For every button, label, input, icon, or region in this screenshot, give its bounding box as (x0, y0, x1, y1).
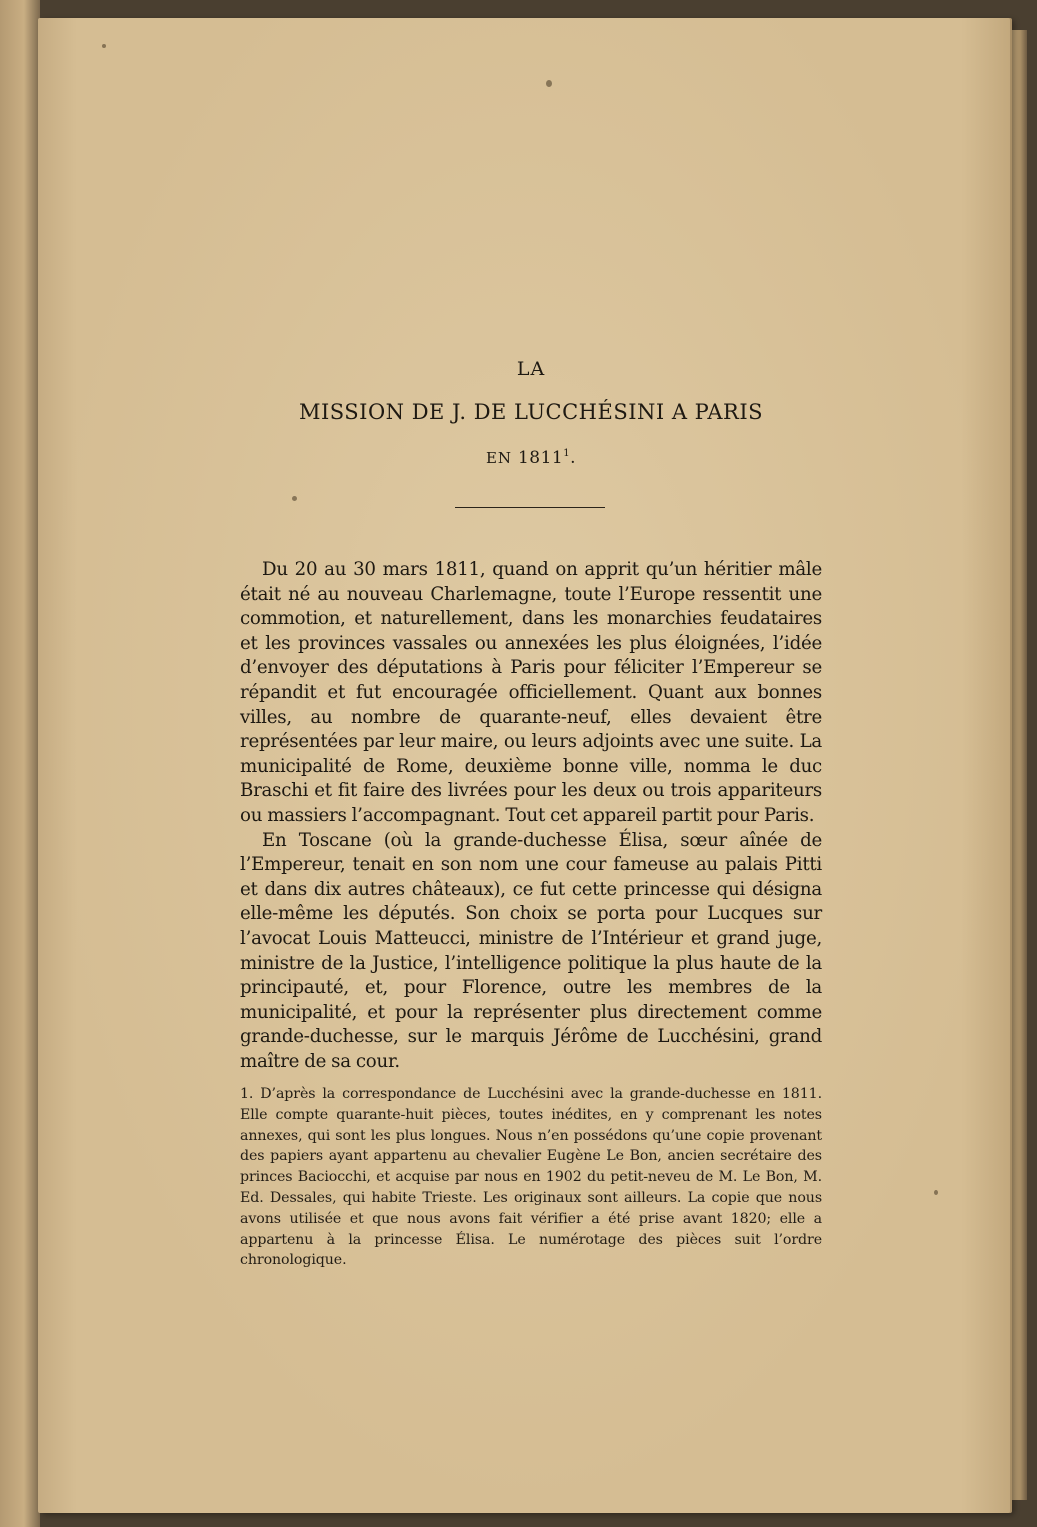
paragraph: En Toscane (où la grande-duchesse Élisa, sœur aînée de l’Empereur, tenait en son nom une cour fameuse au palais Pitti et dans dix autres châteaux), ce fut cette princesse qui désigna elle-même les députés. Son choix se porta pour Lucques sur l’avocat Louis Matteucci, ministre de l’Intérieur et grand juge, ministre de la Justice, l’intelligence politique la plus haute de la principauté, et, pour Florence, outre les membres de la municipalité, et pour la représenter plus directement comme grande-duchesse, sur le marquis Jérôme de Lucchésini, grand maître de sa cour. (240, 829, 822, 1072)
footnote-marker: 1 (563, 448, 571, 459)
paper-spot (102, 44, 106, 48)
paragraph: Du 20 au 30 mars 1811, quand on apprit qu’un héritier mâle était né au nouveau Charlemagne, toute l’Europe ressentit une commotion, et naturellement, dans les monarchies feudataires et les provinces vassales ou annexées les plus éloignées, l’idée d’envoyer des députations à Paris pour féliciter l’Empereur se répandit et fut encouragée officiellement. Quant aux bonnes villes, au nombre de quarante-neuf, elles devaient être représentées par leur maire, ou leurs adjoints avec une suite. La municipalité de Rome, deuxième bonne ville, nomma le duc Braschi et fit faire des livrées pour les deux ou trois appariteurs ou massiers l’accompagnant. Tout cet appareil partit pour Paris. (240, 559, 822, 826)
footnote-text: 1. D’après la correspondance de Lucchésini avec la grande-duchesse en 1811. Elle compte quarante-huit pièces, toutes inédites, en y comprenant les notes annexes, qui sont les plus longues. Nous n’en possédons qu’une copie provenant des papiers ayant appartenu au chevalier Eugène Le Bon, ancien secrétaire des princes Baciocchi, et acquise par nous en 1902 du petit-neveu de M. Le Bon, M. Ed. Dessales, qui habite Trieste. Les originaux sont ailleurs. La copie que nous avons utilisée et que nous avons fait vérifier a été prise avant 1820; elle a appartenu à la princesse Élisa. Le numérotage des pièces suit l’ordre chronologique. (240, 1086, 822, 1269)
title-divider (455, 507, 605, 508)
title-period: . (570, 448, 577, 468)
body-text (240, 558, 822, 1074)
title-year-line (240, 448, 822, 468)
title-year: 1811 (517, 448, 564, 468)
paper-spot (934, 1190, 938, 1195)
footnote (240, 1084, 822, 1271)
book-page (38, 18, 1010, 1513)
paper-spot (292, 496, 297, 501)
paper-spot (546, 80, 552, 87)
previous-page-edge (0, 0, 40, 1527)
title-kicker: LA (516, 358, 546, 380)
title-year-prefix: EN (485, 449, 513, 467)
page-title: MISSION DE J. DE LUCCHÉSINI A PARIS (298, 400, 764, 424)
